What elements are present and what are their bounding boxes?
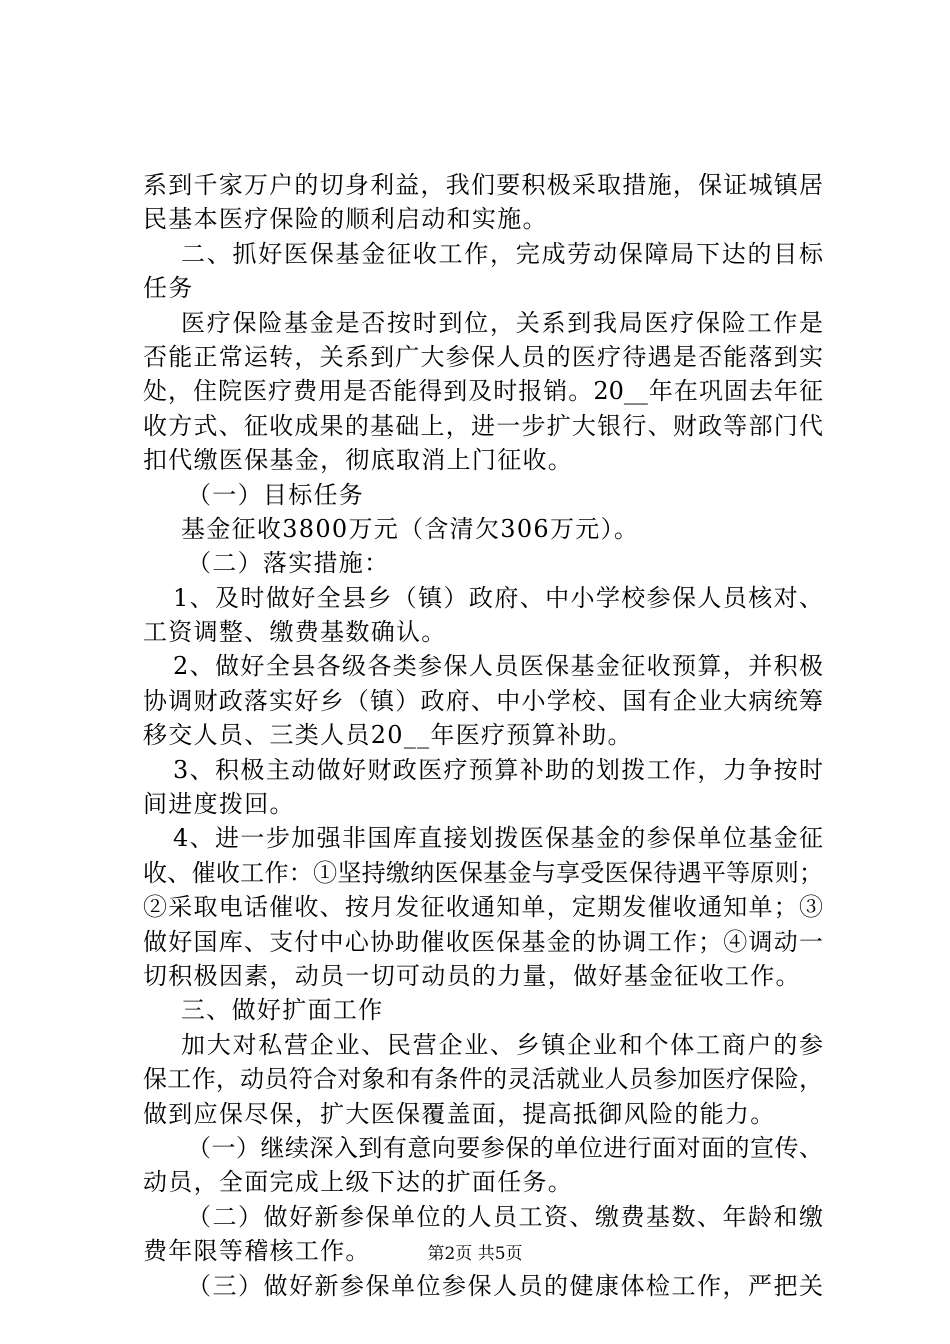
list-item: 1、及时做好全县乡（镇）政府、中小学校参保人员核对、	[173, 583, 823, 612]
subsection-heading: （一）继续深入到有意向要参保的单位进行面对面的宣传、	[187, 1133, 823, 1162]
section-heading: 二、抓好医保基金征收工作，完成劳动保障局下达的目标	[181, 239, 823, 268]
text-line: 做好国库、支付中心协助催收医保基金的协调工作；④调动一	[143, 927, 823, 956]
subsection-heading: （三）做好新参保单位参保人员的健康体检工作，严把关	[187, 1271, 823, 1300]
text-line: 医疗保险基金是否按时到位，关系到我局医疗保险工作是	[181, 308, 823, 337]
text-line: 收方式、征收成果的基础上，进一步扩大银行、财政等部门代	[143, 411, 823, 440]
text-line: 处，住院医疗费用是否能得到及时报销。20__年在巩固去年征	[143, 377, 823, 406]
text-line: 切积极因素，动员一切可动员的力量，做好基金征收工作。	[143, 961, 801, 990]
text-line: 系到千家万户的切身利益，我们要积极采取措施，保证城镇居	[143, 171, 823, 199]
text-line: 收、催收工作：①坚持缴纳医保基金与享受医保待遇平等原则；	[143, 858, 823, 887]
list-item: 2、做好全县各级各类参保人员医保基金征收预算，并积极	[173, 652, 823, 681]
text-line: 工资调整、缴费基数确认。	[143, 618, 447, 647]
page-number-footer: 第2页 共5页	[427, 1244, 523, 1264]
text-line: 费年限等稽核工作。	[143, 1237, 371, 1266]
text-line: 扣代缴医保基金，彻底取消上门征收。	[143, 446, 574, 475]
text-line: 加大对私营企业、民营企业、乡镇企业和个体工商户的参	[181, 1030, 823, 1059]
subsection-heading: （二）落实措施：	[187, 549, 390, 578]
text-line: 否能正常运转，关系到广大参保人员的医疗待遇是否能落到实	[143, 342, 823, 371]
text-line: 民基本医疗保险的顺利启动和实施。	[143, 205, 548, 234]
section-heading: 三、做好扩面工作	[181, 996, 384, 1025]
text-line: 基金征收3800万元（含清欠306万元）。	[181, 514, 640, 543]
subsection-heading: （一）目标任务	[187, 480, 365, 509]
document-body	[143, 168, 823, 1303]
subsection-heading: （二）做好新参保单位的人员工资、缴费基数、年龄和缴	[187, 1202, 823, 1231]
text-line: 动员，全面完成上级下达的扩面任务。	[143, 1168, 574, 1197]
text-line: 做到应保尽保，扩大医保覆盖面，提高抵御风险的能力。	[143, 1099, 776, 1128]
text-line: 间进度拨回。	[143, 790, 295, 819]
text-line: 保工作，动员符合对象和有条件的灵活就业人员参加医疗保险，	[143, 1065, 823, 1094]
section-heading: 任务	[143, 274, 194, 303]
text-line: 协调财政落实好乡（镇）政府、中小学校、国有企业大病统筹	[143, 686, 823, 715]
list-item: 4、进一步加强非国库直接划拨医保基金的参保单位基金征	[173, 824, 823, 853]
text-line: 移交人员、三类人员20__年医疗预算补助。	[143, 721, 633, 750]
text-line: ②采取电话催收、按月发征收通知单，定期发催收通知单；③	[143, 893, 823, 922]
list-item: 3、积极主动做好财政医疗预算补助的划拨工作，力争按时	[173, 755, 823, 784]
